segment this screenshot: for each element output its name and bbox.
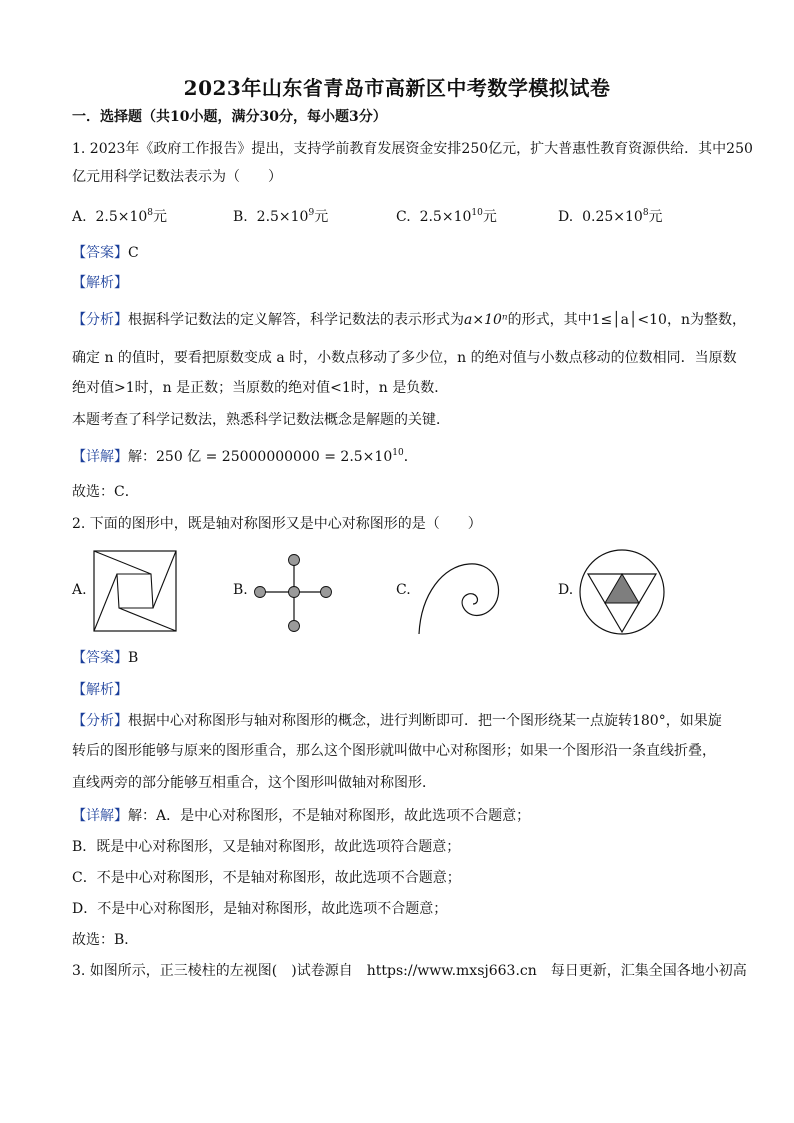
fenxi-tag: 【分析】 (72, 312, 128, 328)
figure-d-circle-triangle (578, 548, 666, 636)
answer-value: B (128, 650, 139, 666)
q2-analysis (72, 679, 732, 701)
answer-tag: 【答案】 (72, 245, 128, 261)
q1-detail: 【详解】解：250 亿 = $25000000000 = 2.5\times 10^{10}$． (72, 448, 418, 465)
analysis-tag: 【解析】 (72, 682, 128, 698)
q1-stem-line2: 亿元用科学记数法表示为（ ） (72, 169, 282, 185)
detail-tag: 【详解】 (72, 449, 128, 465)
figure-c-label: C. (396, 582, 411, 598)
q2-fenxi-line2: 转后的图形能够与原来的图形重合，那么这个图形就叫做中心对称图形；如果一个图形沿一条直线折叠， (72, 743, 716, 759)
q1-option-d: D. $0.25\times 10^8$元 (558, 208, 663, 225)
answer-tag: 【答案】 (72, 650, 128, 666)
q2-answer (72, 647, 732, 669)
q2-detail-d: D．不是中心对称图形，是轴对称图形，故此选项不合题意； (72, 901, 448, 917)
figure-a-pinwheel-square (93, 550, 177, 632)
q1-fenxi-line1: 【分析】根据科学记数法的定义解答，科学记数法的表示形式为a×10ⁿ的形式，其中1≤│a│<10，n为整数， (72, 312, 746, 328)
q1-option-a: A. $2.5\times 10^8$元 (72, 208, 168, 225)
q1-fenxi-line2: 确定 n 的值时，要看把原数变成 a 时，小数点移动了多少位，n 的绝对值与小数点移动的位数相同．当原数 (72, 350, 737, 366)
figure-d-label: D. (558, 582, 574, 598)
analysis-tag: 【解析】 (72, 275, 128, 291)
section-heading: 一．选择题（共10小题，满分30分，每小题3分） (72, 109, 387, 125)
q1-option-b: B. $2.5\times 10^9$元 (233, 208, 329, 225)
q2-choose: 故选：B． (72, 932, 139, 948)
figure-c-spiral (413, 556, 503, 638)
page-title: 2023年山东省青岛市高新区中考数学模拟试卷 (183, 76, 611, 100)
q3-stem: 3. 如图所示，正三棱柱的左视图( )试卷源自 https://www.mxsj663.cn 每日更新，汇集全国各地小初高 (72, 963, 747, 979)
figure-b-cross-circles (250, 550, 336, 634)
q2-fenxi-line1: 【分析】根据中心对称图形与轴对称图形的概念，进行判断即可．把一个图形绕某一点旋转180°，如果旋 (72, 713, 722, 729)
detail-tag: 【详解】 (72, 808, 128, 824)
answer-value: C (128, 245, 139, 261)
q1-fenxi-line3: 绝对值>1时，n 是正数；当原数的绝对值<1时，n 是负数． (72, 380, 449, 396)
figure-a-label: A. (72, 582, 87, 598)
q2-stem: 2. 下面的图形中，既是轴对称图形又是中心对称图形的是（ ） (72, 516, 482, 532)
q2-fenxi-line3: 直线两旁的部分能够互相重合，这个图形叫做轴对称图形． (72, 775, 436, 791)
q1-analysis (72, 272, 732, 294)
q2-detail-c: C．不是中心对称图形，不是轴对称图形，故此选项不合题意； (72, 870, 461, 886)
fenxi-tag: 【分析】 (72, 713, 128, 729)
q1-choose: 故选：C． (72, 484, 139, 500)
q2-detail-b: B．既是中心对称图形，又是轴对称图形，故此选项符合题意； (72, 839, 461, 855)
q1-fenxi-line4: 本题考查了科学记数法，熟悉科学记数法概念是解题的关键． (72, 412, 450, 428)
q1-answer (72, 242, 732, 264)
q2-detail-a: 【详解】解：A．是中心对称图形，不是轴对称图形，故此选项不合题意； (72, 808, 531, 824)
figure-b-label: B. (233, 582, 248, 598)
q1-option-c: C. $2.5\times 10^{10}$元 (396, 208, 497, 225)
q1-stem-line1: 1. 2023年《政府工作报告》提出，支持学前教育发展资金安排250亿元，扩大普惠性教育资源供给．其中250 (72, 141, 753, 157)
